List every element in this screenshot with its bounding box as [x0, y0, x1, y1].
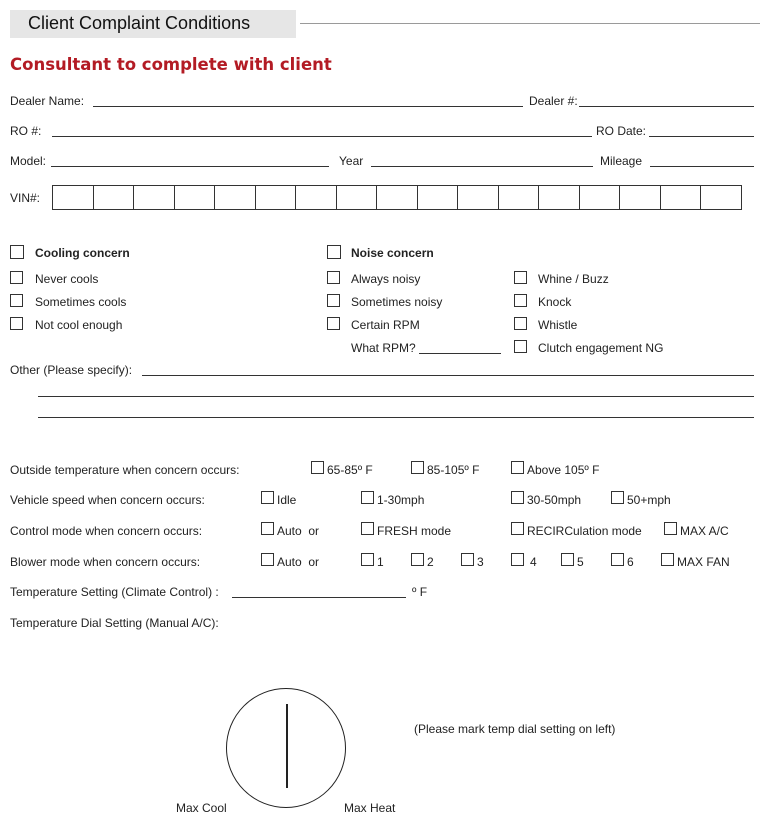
speed-idle-label: Idle — [277, 493, 297, 507]
certain-rpm-label: Certain RPM — [351, 318, 420, 332]
dealer-name-field[interactable] — [93, 106, 523, 107]
ro-date-field[interactable] — [649, 136, 754, 137]
vin-cell[interactable] — [377, 186, 418, 209]
sometimes-cools-label: Sometimes cools — [35, 295, 127, 309]
temp-setting-unit: º F — [412, 585, 428, 599]
other-field-line-2[interactable] — [38, 396, 754, 397]
vin-cell[interactable] — [661, 186, 702, 209]
control-auto-checkbox[interactable] — [261, 522, 274, 535]
outside-temp-label: Outside temperature when concern occurs: — [10, 463, 240, 477]
blower-2-checkbox[interactable] — [411, 553, 424, 566]
noise-concern-checkbox[interactable] — [327, 245, 341, 259]
control-fresh-label: FRESH mode — [377, 524, 452, 538]
model-field[interactable] — [51, 166, 329, 167]
other-label: Other (Please specify): — [10, 363, 133, 377]
temp-85-105-checkbox[interactable] — [411, 461, 424, 474]
blower-1-checkbox[interactable] — [361, 553, 374, 566]
noise-concern-heading: Noise concern — [351, 246, 434, 260]
max-heat-label: Max Heat — [344, 801, 396, 815]
title-rule — [300, 23, 760, 24]
dealer-number-label: Dealer #: — [529, 94, 578, 108]
never-cools-label: Never cools — [35, 272, 99, 286]
cooling-concern-checkbox[interactable] — [10, 245, 24, 259]
blower-auto-checkbox[interactable] — [261, 553, 274, 566]
control-mode-label: Control mode when concern occurs: — [10, 524, 203, 538]
other-field-line-1[interactable] — [142, 375, 754, 376]
not-cool-enough-checkbox[interactable] — [10, 317, 23, 330]
temp-setting-label: Temperature Setting (Climate Control) : — [10, 585, 219, 599]
vin-cell[interactable] — [296, 186, 337, 209]
clutch-engagement-checkbox[interactable] — [514, 340, 527, 353]
blower-4-checkbox[interactable] — [511, 553, 524, 566]
blower-4-label: 4 — [530, 555, 537, 569]
vehicle-speed-label: Vehicle speed when concern occurs: — [10, 493, 205, 507]
blower-1-label: 1 — [377, 555, 384, 569]
blower-3-checkbox[interactable] — [461, 553, 474, 566]
blower-5-label: 5 — [577, 555, 584, 569]
vin-cell[interactable] — [215, 186, 256, 209]
whistle-checkbox[interactable] — [514, 317, 527, 330]
vin-cell[interactable] — [580, 186, 621, 209]
vin-cell[interactable] — [418, 186, 459, 209]
ro-date-label: RO Date: — [596, 124, 647, 138]
blower-3-label: 3 — [477, 555, 484, 569]
mileage-field[interactable] — [650, 166, 754, 167]
control-fresh-checkbox[interactable] — [361, 522, 374, 535]
blower-6-label: 6 — [627, 555, 634, 569]
speed-1-30-label: 1-30mph — [377, 493, 425, 507]
vin-cell[interactable] — [337, 186, 378, 209]
vin-cell[interactable] — [175, 186, 216, 209]
vin-cell[interactable] — [539, 186, 580, 209]
temp-65-85-checkbox[interactable] — [311, 461, 324, 474]
ro-number-field[interactable] — [52, 136, 592, 137]
year-label: Year — [339, 154, 364, 168]
year-field[interactable] — [371, 166, 593, 167]
knock-checkbox[interactable] — [514, 294, 527, 307]
max-cool-label: Max Cool — [176, 801, 227, 815]
temp-above-105-label: Above 105º F — [527, 463, 600, 477]
speed-30-50-label: 30-50mph — [527, 493, 582, 507]
control-auto-label: Auto or — [277, 524, 320, 538]
not-cool-enough-label: Not cool enough — [35, 318, 123, 332]
vin-cell[interactable] — [499, 186, 540, 209]
blower-max-fan-checkbox[interactable] — [661, 553, 674, 566]
speed-50-plus-checkbox[interactable] — [611, 491, 624, 504]
certain-rpm-checkbox[interactable] — [327, 317, 340, 330]
blower-mode-label: Blower mode when concern occurs: — [10, 555, 201, 569]
ro-number-label: RO #: — [10, 124, 42, 138]
temp-85-105-label: 85-105º F — [427, 463, 480, 477]
whine-buzz-checkbox[interactable] — [514, 271, 527, 284]
vin-cell[interactable] — [701, 186, 742, 209]
vin-cell[interactable] — [458, 186, 499, 209]
temp-dial-label: Temperature Dial Setting (Manual A/C): — [10, 616, 219, 630]
temp-above-105-checkbox[interactable] — [511, 461, 524, 474]
what-rpm-label: What RPM? — [351, 341, 416, 355]
other-field-line-3[interactable] — [38, 417, 754, 418]
temp-65-85-label: 65-85º F — [327, 463, 373, 477]
what-rpm-field[interactable] — [419, 353, 501, 354]
dial-instruction: (Please mark temp dial setting on left) — [414, 722, 616, 736]
vin-cell[interactable] — [53, 186, 94, 209]
control-recirc-label: RECIRCulation mode — [527, 524, 642, 538]
speed-idle-checkbox[interactable] — [261, 491, 274, 504]
sometimes-noisy-checkbox[interactable] — [327, 294, 340, 307]
blower-max-fan-label: MAX FAN — [677, 555, 730, 569]
temp-setting-field[interactable] — [232, 597, 406, 598]
vin-label: VIN#: — [10, 191, 41, 205]
mileage-label: Mileage — [600, 154, 643, 168]
clutch-engagement-label: Clutch engagement NG — [538, 341, 664, 355]
knock-label: Knock — [538, 295, 572, 309]
always-noisy-label: Always noisy — [351, 272, 421, 286]
vin-cell[interactable] — [94, 186, 135, 209]
blower-auto-label: Auto or — [277, 555, 320, 569]
dealer-name-label: Dealer Name: — [10, 94, 85, 108]
control-recirc-checkbox[interactable] — [511, 522, 524, 535]
never-cools-checkbox[interactable] — [10, 271, 23, 284]
dealer-number-field[interactable] — [579, 106, 754, 107]
form-subtitle: Consultant to complete with client — [10, 55, 332, 74]
vin-cell[interactable] — [256, 186, 297, 209]
sometimes-cools-checkbox[interactable] — [10, 294, 23, 307]
cooling-concern-heading: Cooling concern — [35, 246, 130, 260]
form-title: Client Complaint Conditions — [28, 13, 251, 33]
always-noisy-checkbox[interactable] — [327, 271, 340, 284]
control-max-ac-label: MAX A/C — [680, 524, 729, 538]
vin-field[interactable] — [52, 185, 742, 210]
vin-cell[interactable] — [620, 186, 661, 209]
sometimes-noisy-label: Sometimes noisy — [351, 295, 443, 309]
blower-2-label: 2 — [427, 555, 434, 569]
whine-buzz-label: Whine / Buzz — [538, 272, 609, 286]
blower-5-checkbox[interactable] — [561, 553, 574, 566]
model-label: Model: — [10, 154, 47, 168]
blower-6-checkbox[interactable] — [611, 553, 624, 566]
dial-indicator-line — [286, 704, 288, 788]
speed-30-50-checkbox[interactable] — [511, 491, 524, 504]
control-max-ac-checkbox[interactable] — [664, 522, 677, 535]
speed-1-30-checkbox[interactable] — [361, 491, 374, 504]
whistle-label: Whistle — [538, 318, 578, 332]
vin-cell[interactable] — [134, 186, 175, 209]
speed-50-plus-label: 50+mph — [627, 493, 671, 507]
